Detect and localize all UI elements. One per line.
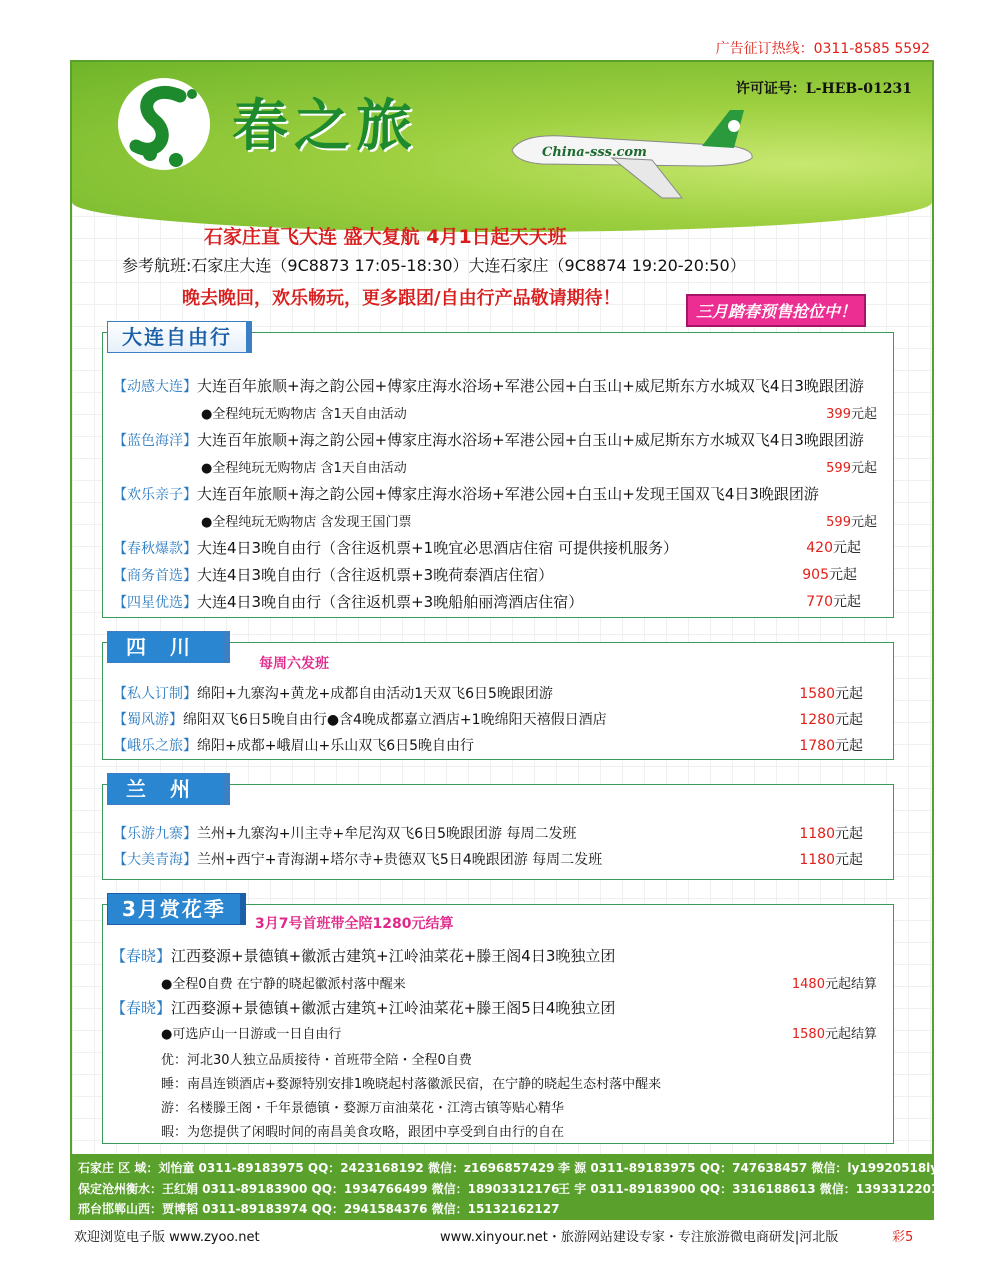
dalian-section (102, 325, 894, 618)
item-desc: 大连百年旅顺+海之韵公园+傅家庄海水浴场+军港公园+白玉山+威尼斯东方水城双飞4日3晚跟团游 (197, 377, 864, 395)
flower-note: 3月7号首班带全陪1280元结算 (255, 916, 454, 932)
sichuan-section (102, 635, 894, 760)
list-item (113, 375, 877, 397)
price-value: 770 (806, 594, 833, 610)
list-item: 【春秋爆款】大连4日3晚自由行（含往返机票+1晚宜必思酒店住宿 可提供接机服务） 420元起 (113, 539, 861, 557)
list-item: 【大美青海】兰州+西宁+青海湖+塔尔寺+贵德双飞5日4晚跟团游 每周二发班 1180元起 (113, 852, 863, 868)
item-note: ●全程0自费 在宁静的晓起徽派村落中醒来 1480元起结算 (161, 977, 877, 992)
contact-bar (72, 1154, 948, 1218)
item-tag: 【动感大连】 (113, 379, 197, 395)
page-number: 彩5 (892, 1230, 914, 1245)
sichuan-section-title: 四川 (107, 631, 230, 663)
list-item (113, 483, 877, 505)
plane-livery-text: China-sss.com (542, 145, 647, 160)
contact-line: 石家庄 区 域：刘怡童 0311-89183975 QQ：2423168192 微信：z1696857429 (78, 1161, 555, 1175)
footer-left: 欢迎浏览电子版 www.zyoo.net (74, 1230, 260, 1245)
list-item: 【春晓】江西婺源+景德镇+徽派古建筑+江岭油菜花+滕王阁5日4晚独立团 (111, 999, 616, 1017)
list-item: 【峨乐之旅】绵阳+成都+峨眉山+乐山双飞6日5晚自由行 1780元起 (113, 738, 863, 754)
flower-season-section (102, 897, 894, 1144)
contact-line: 邢台邯郸山西：贾博韬 0311-89183974 QQ：2941584376 微信：15132162127 (78, 1202, 560, 1216)
list-item: 【私人订制】绵阳+九寨沟+黄龙+成都自由活动1天双飞6日5晚跟团游 1580元起 (113, 686, 863, 702)
price-value: 1280 (799, 712, 835, 728)
slogan: 晚去晚回，欢乐畅玩，更多跟团/自由行产品敬请期待！ (182, 288, 621, 309)
header-banner (72, 62, 932, 232)
item-tag: 【欢乐亲子】 (113, 487, 197, 503)
list-item: 【蜀风游】绵阳双飞6日5晚自由行●含4晚成都嘉立酒店+1晚绵阳天禧假日酒店 1280元起 (113, 712, 863, 728)
detail-line: 优：河北30人独立品质接待・首班带全陪・全程0自费 (161, 1053, 472, 1068)
list-item: 【商务首选】大连4日3晚自由行（含往返机票+3晚荷泰酒店住宿） 905元起 (113, 566, 857, 584)
price-value: 420 (806, 540, 833, 556)
contact-line: 李 源 0311-89183975 QQ：747638457 微信：ly19920518ly (558, 1161, 939, 1175)
headline: 石家庄直飞大连 盛大复航 4月1日起天天班 (204, 226, 567, 248)
price-value: 1180 (799, 852, 835, 868)
item-note: ●可选庐山一日游或一日自由行 1580元起结算 (161, 1027, 877, 1042)
price-value: 399 (826, 407, 851, 422)
brand-name: 春之旅 (232, 93, 418, 159)
contact-line: 王 宇 0311-89183900 QQ：3316188613 微信：13933122015 (558, 1182, 948, 1196)
list-item: 【春晓】江西婺源+景德镇+徽派古建筑+江岭油菜花+滕王阁4日3晚独立团 (111, 947, 616, 965)
price-value: 599 (826, 515, 851, 530)
price-value: 1780 (799, 738, 835, 754)
list-item: 【四星优选】大连4日3晚自由行（含往返机票+3晚船舶丽湾酒店住宿） 770元起 (113, 593, 861, 611)
price-value: 1580 (791, 1027, 825, 1042)
price-value: 905 (802, 567, 829, 583)
sichuan-departure-note: 每周六发班 (259, 656, 329, 672)
detail-line: 暇：为您提供了闲暇时间的南昌美食攻略，跟团中享受到自由行的自在 (161, 1125, 565, 1140)
dalian-section-title: 大连自由行 (107, 321, 252, 353)
price-value: 1480 (791, 977, 825, 992)
license-number: 许可证号：L-HEB-01231 (735, 81, 912, 97)
item-note: ●全程纯玩无购物店 含1天自由活动 399元起 (201, 407, 877, 422)
price-value: 599 (826, 461, 851, 476)
price-value: 1580 (799, 686, 835, 702)
item-note: ●全程纯玩无购物店 含发现王国门票 599元起 (201, 515, 877, 530)
item-tag: 【蓝色海洋】 (113, 433, 197, 449)
item-desc: 大连百年旅顺+海之韵公园+傅家庄海水浴场+军港公园+白玉山+发现王国双飞4日3晚跟团游 (197, 485, 819, 503)
flower-section-title: 3月赏花季 (107, 893, 246, 925)
footer-right: www.xinyour.net・旅游网站建设专家・专注旅游微电商研发|河北版 (440, 1230, 839, 1245)
ad-frame (70, 60, 948, 1220)
contact-line: 保定沧州衡水：王红娟 0311-89183900 QQ：1934766499 微信：18903312176 (78, 1182, 560, 1196)
detail-line: 睡：南昌连锁酒店+婺源特别安排1晚晓起村落徽派民宿，在宁静的晓起生态村落中醒来 (161, 1077, 662, 1092)
price-value: 1180 (799, 826, 835, 842)
list-item: 【乐游九寨】兰州+九寨沟+川主寺+牟尼沟双飞6日5晚跟团游 每周二发班 1180元起 (113, 826, 863, 842)
detail-line: 游：名楼滕王阁・千年景德镇・婺源万亩油菜花・江湾古镇等贴心精华 (161, 1101, 565, 1116)
lanzhou-section-title: 兰州 (107, 773, 230, 805)
item-desc: 大连百年旅顺+海之韵公园+傅家庄海水浴场+军港公园+白玉山+威尼斯东方水城双飞4日3晚跟团游 (197, 431, 864, 449)
spring-logo-icon (114, 74, 214, 174)
item-note: ●全程纯玩无购物店 含1天自由活动 599元起 (201, 461, 877, 476)
presale-badge: 三月踏春预售抢位中！ (686, 294, 866, 327)
lanzhou-section (102, 777, 894, 880)
airplane-icon (502, 98, 762, 208)
ad-hotline: 广告征订热线：0311-8585 5592 (715, 41, 930, 57)
flight-reference: 参考航班:石家庄大连（9C8873 17:05-18:30）大连石家庄（9C8874 19:20-20:50） (122, 256, 746, 275)
list-item (113, 429, 877, 451)
